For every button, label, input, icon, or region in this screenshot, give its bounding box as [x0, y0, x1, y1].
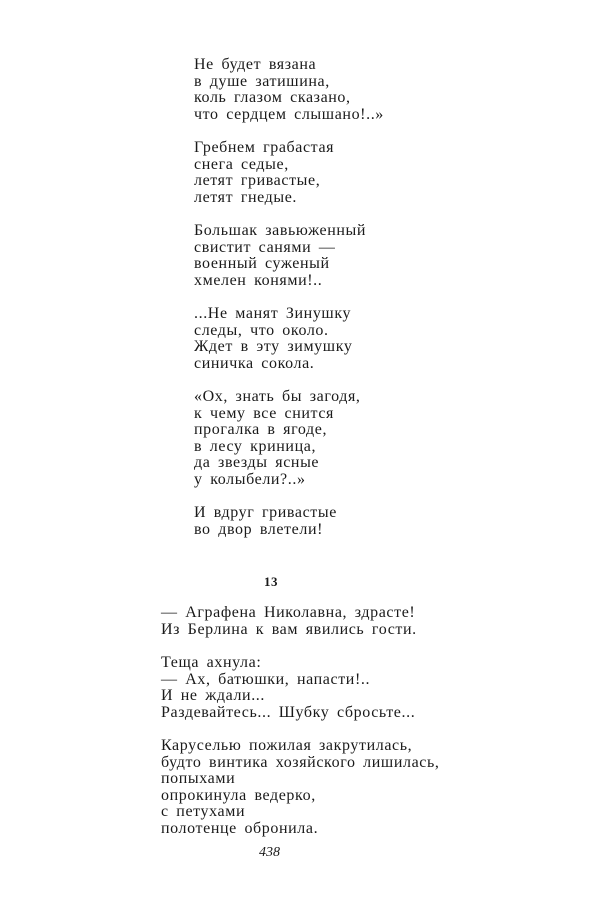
poem-line: свистит санями —: [194, 238, 336, 256]
poem-line: — Аграфена Николавна, здрасте!: [161, 604, 416, 621]
stanza-3: [194, 223, 366, 289]
poem-line: Ждет в эту зимушку: [194, 338, 353, 356]
section-number: 13: [264, 574, 278, 589]
poem-line: — Ах, батюшки, напасти!..: [161, 670, 371, 688]
poem-line: И вдруг гривастые: [194, 504, 337, 521]
poem-line: следы, что около.: [194, 321, 329, 339]
poem-line: Раздевайтесь... Шубку сбросьте...: [161, 703, 416, 721]
poem-line: будто винтика хозяйского лишилась,: [161, 753, 440, 771]
poem-line: синичка сокола.: [194, 354, 315, 372]
stanza-1: [194, 57, 384, 123]
stanza-2: [194, 140, 334, 206]
poem-line: хмелен конями!..: [194, 271, 323, 289]
stanza-7: [161, 605, 417, 638]
poem-line: ...Не манят Зинушку: [194, 305, 352, 322]
poem-line: прогалка в ягоде,: [194, 421, 328, 439]
poem-line: Большак завьюженный: [194, 222, 367, 239]
poem-line: с петухами: [161, 803, 246, 821]
poem-line: что сердцем слышано!..»: [194, 105, 384, 123]
poem-line: полотенце обронила.: [161, 819, 319, 837]
stanza-9: [161, 738, 440, 838]
poem-line: у колыбели?..»: [194, 470, 306, 488]
poem-line: Теща ахнула:: [161, 654, 262, 671]
poem-line: во двор влетели!: [194, 520, 324, 538]
poem-line: да звезды ясные: [194, 454, 320, 472]
poem-line: опрокинула ведерко,: [161, 786, 316, 804]
poem-line: Гребнем грабастая: [194, 139, 335, 156]
poem-line: Каруселью пожилая закрутилась,: [161, 737, 413, 754]
poem-line: И не ждали...: [161, 687, 266, 705]
poem-line: к чему все снится: [194, 404, 334, 422]
poem-line: снега седые,: [194, 155, 289, 173]
stanza-6: [194, 505, 337, 538]
stanza-4: [194, 306, 352, 372]
poem-line: летят гнедые.: [194, 188, 298, 206]
poem-line: попыхами: [161, 770, 236, 788]
poem-line: военный суженый: [194, 255, 330, 273]
poem-line: коль глазом сказано,: [194, 89, 351, 107]
poem-line: в лесу криница,: [194, 437, 317, 455]
poem-line: Не будет вязана: [194, 56, 317, 73]
stanza-5: [194, 389, 361, 489]
poem-line: Из Берлина к вам явились гости.: [161, 620, 417, 638]
poem-line: летят гривастые,: [194, 172, 321, 190]
stanza-8: [161, 655, 415, 721]
page-number: 438: [259, 845, 280, 860]
poem-line: «Ох, знать бы загодя,: [194, 388, 361, 405]
poem-line: в душе затишина,: [194, 72, 330, 90]
